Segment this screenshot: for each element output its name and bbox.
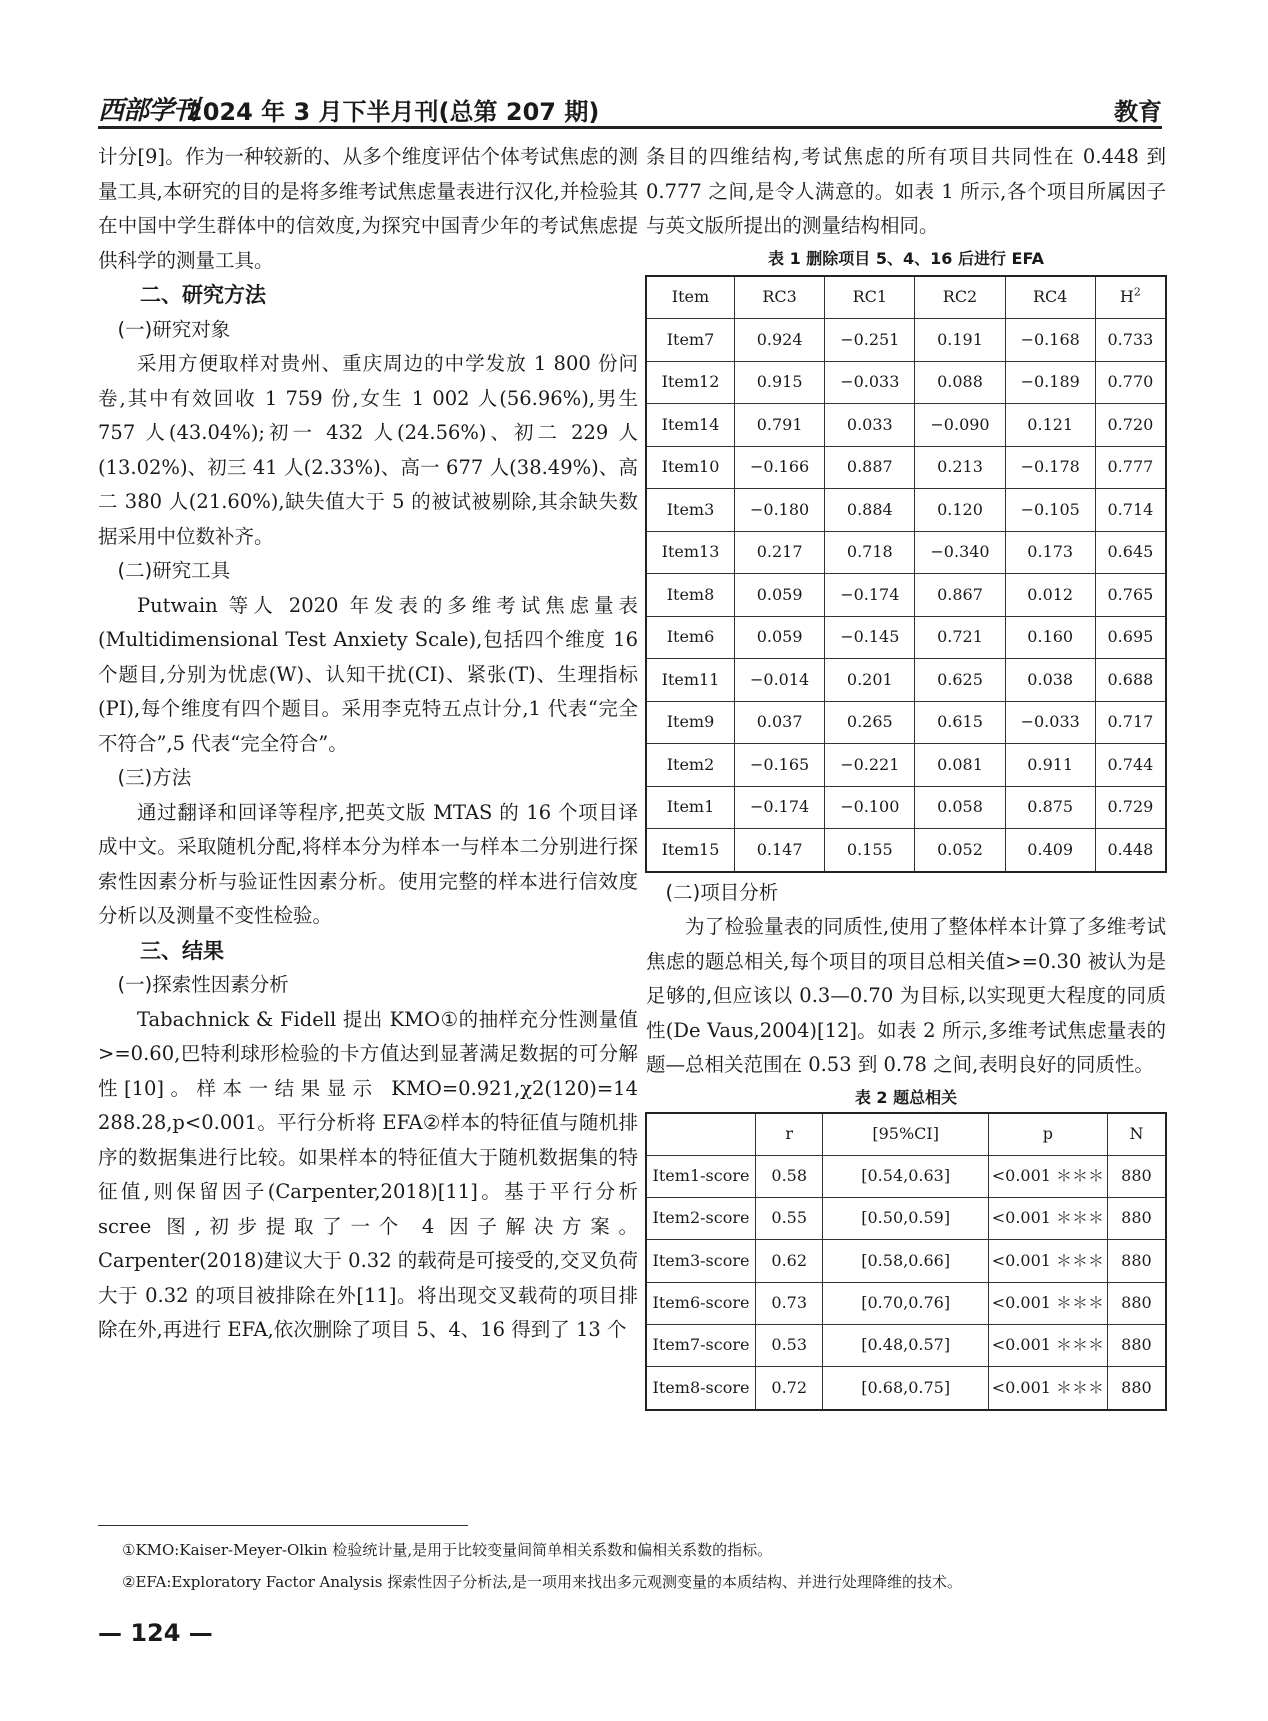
table-cell: 0.160 <box>1005 616 1095 659</box>
issue-info: 2024 年 3 月下半月刊(总第 207 期) <box>186 98 600 126</box>
table-cell: Item2 <box>647 744 735 787</box>
table-cell: −0.168 <box>1005 319 1095 362</box>
table-cell: 880 <box>1107 1324 1165 1366</box>
table-row <box>647 489 1166 532</box>
table-cell: −0.033 <box>825 361 915 404</box>
table-cell: −0.174 <box>825 574 915 617</box>
table-cell: 0.720 <box>1095 404 1165 447</box>
table2-item-total <box>646 1113 1166 1410</box>
table-cell: Item3-score <box>647 1240 756 1282</box>
table-cell: 0.714 <box>1095 489 1165 532</box>
t2-header-cell: N <box>1107 1113 1165 1155</box>
table-cell: [0.48,0.57] <box>823 1324 988 1366</box>
heading-results: 三、结果 <box>140 938 224 963</box>
section-name: 教育 <box>1114 98 1162 126</box>
paragraph-subjects: 采用方便取样对贵州、重庆周边的中学发放 1 800 份问卷,其中有效回收 1 759 份,女生 1 002 人(56.96%),男生 757 人(43.04%);初一 432 人(24.56%)、初二 229 人(13.02%)、初三 41 人(2.33%)、高一 677 人(38.49%)、高二 380 人(21.60%),缺失值大于 5 的被试被剔除,其余缺失数据采用中位数补齐。 <box>98 352 638 548</box>
table-cell: 0.217 <box>735 531 825 574</box>
table-cell: 0.688 <box>1095 659 1165 702</box>
table-cell: −0.178 <box>1005 446 1095 489</box>
paragraph-continue: 条目的四维结构,考试焦虑的所有项目共同性在 0.448 到 0.777 之间,是令人满意的。如表 1 所示,各个项目所属因子与英文版所提出的测量结构相同。 <box>646 145 1166 237</box>
table-cell: Item2-score <box>647 1198 756 1240</box>
table-cell: 0.777 <box>1095 446 1165 489</box>
table-cell: 0.924 <box>735 319 825 362</box>
table-cell: 0.55 <box>756 1198 823 1240</box>
table-cell: [0.68,0.75] <box>823 1367 988 1409</box>
table-cell: 0.625 <box>915 659 1005 702</box>
table-cell: 0.721 <box>915 616 1005 659</box>
t1-header-cell: RC1 <box>825 276 915 319</box>
table1-header-row <box>647 276 1166 319</box>
table-cell: 0.791 <box>735 404 825 447</box>
table-cell: 0.867 <box>915 574 1005 617</box>
table-cell: <0.001 ＊＊＊ <box>988 1240 1107 1282</box>
footnotes <box>122 1534 1162 1598</box>
table-row <box>647 1282 1166 1324</box>
table-row <box>647 1367 1166 1409</box>
table-cell: Item12 <box>647 361 735 404</box>
journal-logo: 西部学刊 <box>98 96 199 126</box>
table-cell: <0.001 ＊＊＊ <box>988 1367 1107 1409</box>
table-cell: 0.884 <box>825 489 915 532</box>
table-cell: 0.58 <box>756 1155 823 1197</box>
table-cell: [0.70,0.76] <box>823 1282 988 1324</box>
t1-header-cell: RC3 <box>735 276 825 319</box>
table-cell: 880 <box>1107 1155 1165 1197</box>
table-cell: 0.733 <box>1095 319 1165 362</box>
table-row <box>647 1198 1166 1240</box>
table-cell: Item6 <box>647 616 735 659</box>
table-cell: −0.180 <box>735 489 825 532</box>
table-row <box>647 1155 1166 1197</box>
table-cell: −0.174 <box>735 786 825 829</box>
table-cell: <0.001 ＊＊＊ <box>988 1324 1107 1366</box>
table-cell: 880 <box>1107 1240 1165 1282</box>
table-cell: Item1 <box>647 786 735 829</box>
table-cell: [0.54,0.63] <box>823 1155 988 1197</box>
table-cell: −0.251 <box>825 319 915 362</box>
table-cell: 0.409 <box>1005 829 1095 872</box>
table-cell: 0.058 <box>915 786 1005 829</box>
t1-header-cell: $H^2$ <box>1095 276 1165 319</box>
heading-methods: 二、研究方法 <box>140 283 266 307</box>
heading-efa: (一)探索性因素分析 <box>117 973 289 996</box>
table-cell: 0.059 <box>735 616 825 659</box>
table-cell: 0.173 <box>1005 531 1095 574</box>
table-cell: Item8 <box>647 574 735 617</box>
table-cell: 0.155 <box>825 829 915 872</box>
right-column <box>646 140 1166 1410</box>
footnote-rule <box>98 1525 468 1526</box>
table-cell: 0.53 <box>756 1324 823 1366</box>
paragraph-method: 通过翻译和回译等程序,把英文版 MTAS 的 16 个项目译成中文。采取随机分配,将样本分为样本一与样本二分别进行探索性因素分析与验证性因素分析。使用完整的样本进行信效度分析以及测量不变性检验。 <box>98 800 638 927</box>
table-cell: 0.887 <box>825 446 915 489</box>
intro-paragraph: 计分[9]。作为一种较新的、从多个维度评估个体考试焦虑的测量工具,本研究的目的是将多维考试焦虑量表进行汉化,并检验其在中国中学生群体中的信效度,为探究中国青少年的考试焦虑提供科学的测量工具。 <box>98 145 638 272</box>
table-row <box>647 446 1166 489</box>
t2-header-cell: p <box>988 1113 1107 1155</box>
heading-subjects: (一)研究对象 <box>117 317 231 341</box>
table-cell: 880 <box>1107 1367 1165 1409</box>
table-row <box>647 319 1166 362</box>
table-cell: −0.090 <box>915 404 1005 447</box>
table-cell: −0.100 <box>825 786 915 829</box>
heading-tools: (二)研究工具 <box>117 559 231 582</box>
table-cell: 0.717 <box>1095 701 1165 744</box>
table-cell: Item13 <box>647 531 735 574</box>
table-cell: <0.001 ＊＊＊ <box>988 1282 1107 1324</box>
table-cell: <0.001 ＊＊＊ <box>988 1198 1107 1240</box>
table-row <box>647 404 1166 447</box>
t1-header-cell: Item <box>647 276 735 319</box>
table-cell: Item10 <box>647 446 735 489</box>
footnote-efa: ②EFA:Exploratory Factor Analysis 探索性因子分析法,是一项用来找出多元观测变量的本质结构、并进行处理降维的技术。 <box>122 1573 962 1591</box>
page-header <box>98 86 1162 126</box>
table-row <box>647 744 1166 787</box>
table-cell: 0.081 <box>915 744 1005 787</box>
table-cell: 0.72 <box>756 1367 823 1409</box>
table-cell: 0.915 <box>735 361 825 404</box>
table-cell: 0.645 <box>1095 531 1165 574</box>
table-cell: [0.50,0.59] <box>823 1198 988 1240</box>
table-cell: 0.201 <box>825 659 915 702</box>
paragraph-tools: Putwain 等人 2020 年发表的多维考试焦虑量表(Multidimensional Test Anxiety Scale),包括四个维度 16 个题目,分别为忧虑(W)、认知干扰(CI)、紧张(T)、生理指标(PI),每个维度有四个题目。采用李克特五点计分,1 代表“完全不符合”,5 代表“完全符合”。 <box>98 593 638 755</box>
table-cell: 0.037 <box>735 701 825 744</box>
table-cell: −0.014 <box>735 659 825 702</box>
t2-header-cell: r <box>756 1113 823 1155</box>
table-row <box>647 786 1166 829</box>
table-cell: 0.911 <box>1005 744 1095 787</box>
table2-header-row <box>647 1113 1166 1155</box>
table-cell: 0.695 <box>1095 616 1165 659</box>
table-cell: Item7 <box>647 319 735 362</box>
table-row <box>647 659 1166 702</box>
table-row <box>647 574 1166 617</box>
table-cell: Item6-score <box>647 1282 756 1324</box>
t2-header-cell: [95%CI] <box>823 1113 988 1155</box>
page-number: — 124 — <box>98 1619 213 1647</box>
table-cell: 0.729 <box>1095 786 1165 829</box>
table-cell: [0.58,0.66] <box>823 1240 988 1282</box>
table-cell: 0.875 <box>1005 786 1095 829</box>
table-cell: 0.615 <box>915 701 1005 744</box>
table-cell: Item1-score <box>647 1155 756 1197</box>
t2-header-cell <box>647 1113 756 1155</box>
table-cell: 0.121 <box>1005 404 1095 447</box>
table2-caption: 表 2 题总相关 <box>854 1087 958 1107</box>
table-cell: 0.265 <box>825 701 915 744</box>
table-row <box>647 616 1166 659</box>
table-cell: Item9 <box>647 701 735 744</box>
table-cell: 0.191 <box>915 319 1005 362</box>
paragraph-item-analysis: 为了检验量表的同质性,使用了整体样本计算了多维考试焦虑的题总相关,每个项目的项目总相关值>=0.30 被认为是足够的,但应该以 0.3—0.70 为目标,以实现更大程度的同质性(De Vaus,2004)[12]。如表 2 所示,多维考试焦虑量表的题—总相关范围在 0.53 到 0.78 之间,表明良好的同质性。 <box>646 915 1166 1076</box>
table-cell: 880 <box>1107 1282 1165 1324</box>
table1-efa <box>646 276 1166 872</box>
table-cell: 0.059 <box>735 574 825 617</box>
paragraph-efa: Tabachnick & Fidell 提出 KMO①的抽样充分性测量值>=0.60,巴特利球形检验的卡方值达到显著满足数据的可分解性[10]。样本一结果显示 KMO=0.921,χ2(120)=14 288.28,p<0.001。平行分析将 EFA②样本的特征值与随机排序的数据集进行比较。如果样本的特征值大于随机数据集的特征值,则保留因子(Carpenter,2018)[11]。基于平行分析 scree 图,初步提取了一个 4 因子解决方案。Carpenter(2018)建议大于 0.32 的载荷是可接受的,交叉负荷大于 0.32 的项目被排除在外[11]。将出现交叉载荷的项目排除在外,再进行 EFA,依次删除了项目 5、4、16 得到了 13 个 <box>98 1007 639 1341</box>
t1-header-cell: RC4 <box>1005 276 1095 319</box>
table-cell: 0.038 <box>1005 659 1095 702</box>
table-row <box>647 1240 1166 1282</box>
table-row <box>647 361 1166 404</box>
table-cell: 0.213 <box>915 446 1005 489</box>
table-cell: −0.033 <box>1005 701 1095 744</box>
t1-header-cell: RC2 <box>915 276 1005 319</box>
table-row <box>647 829 1166 872</box>
table-cell: −0.221 <box>825 744 915 787</box>
left-column <box>98 140 638 1348</box>
table-cell: −0.145 <box>825 616 915 659</box>
heading-method: (三)方法 <box>117 766 192 789</box>
table-cell: −0.166 <box>735 446 825 489</box>
table-cell: 0.770 <box>1095 361 1165 404</box>
table-cell: −0.340 <box>915 531 1005 574</box>
table-cell: Item15 <box>647 829 735 872</box>
table-cell: 0.448 <box>1095 829 1165 872</box>
table-cell: 0.765 <box>1095 574 1165 617</box>
table-cell: 0.147 <box>735 829 825 872</box>
table-cell: 0.62 <box>756 1240 823 1282</box>
table-cell: 0.033 <box>825 404 915 447</box>
table1-caption: 表 1 删除项目 5、4、16 后进行 EFA <box>768 248 1044 268</box>
table-cell: −0.105 <box>1005 489 1095 532</box>
table-cell: 0.088 <box>915 361 1005 404</box>
table-cell: 880 <box>1107 1198 1165 1240</box>
table-cell: 0.012 <box>1005 574 1095 617</box>
table-cell: <0.001 ＊＊＊ <box>988 1155 1107 1197</box>
footnote-kmo: ①KMO:Kaiser-Meyer-Olkin 检验统计量,是用于比较变量间简单相关系数和偏相关系数的指标。 <box>122 1541 773 1559</box>
table-cell: 0.120 <box>915 489 1005 532</box>
table-cell: −0.189 <box>1005 361 1095 404</box>
table-cell: Item8-score <box>647 1367 756 1409</box>
table-cell: Item7-score <box>647 1324 756 1366</box>
table-cell: 0.718 <box>825 531 915 574</box>
table-row <box>647 1324 1166 1366</box>
heading-item-analysis: (二)项目分析 <box>665 880 779 904</box>
table-row <box>647 531 1166 574</box>
table-cell: 0.744 <box>1095 744 1165 787</box>
header-rule <box>98 126 1162 129</box>
table-cell: −0.165 <box>735 744 825 787</box>
table-cell: 0.052 <box>915 829 1005 872</box>
table-cell: Item3 <box>647 489 735 532</box>
table-cell: Item14 <box>647 404 735 447</box>
table-cell: 0.73 <box>756 1282 823 1324</box>
table-row <box>647 701 1166 744</box>
table-cell: Item11 <box>647 659 735 702</box>
